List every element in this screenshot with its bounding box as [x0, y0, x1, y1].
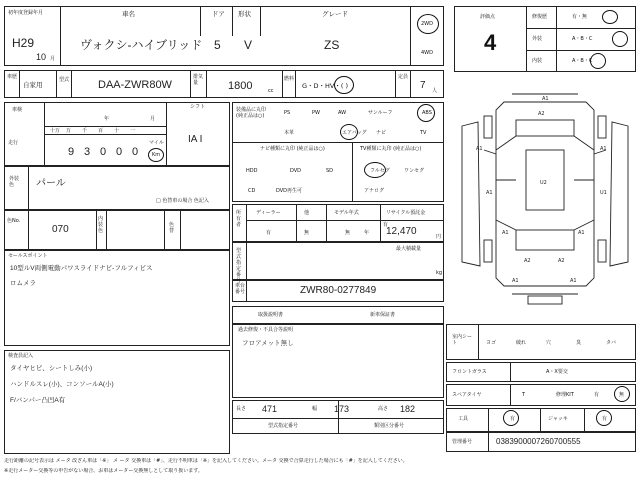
seat-opt: 破れ: [516, 340, 527, 346]
color-change-label: 色替: [169, 222, 175, 234]
digit-header: 万: [66, 128, 72, 134]
cap-label: 定員: [398, 74, 409, 80]
vin-label: 車台番号: [235, 283, 246, 295]
jack-circle: [596, 410, 612, 426]
inspector-label: 検査員記入: [8, 353, 34, 359]
tv-item-analog: アナログ: [364, 188, 385, 194]
cc-label: 排気量: [193, 74, 204, 86]
diag-label-a2-rear1: A2: [524, 258, 531, 264]
shift-value: IA I: [188, 134, 203, 145]
reg-month-unit: 月: [50, 56, 56, 62]
model-value: DAA-ZWR80W: [98, 79, 172, 91]
weight-unit: kg: [436, 270, 443, 276]
cap-value: 7: [420, 80, 426, 91]
equip-item: 本革: [284, 130, 295, 136]
digit-header: 十: [114, 128, 120, 134]
width-label: 幅: [312, 406, 318, 412]
diag-label-a1-left: A1: [476, 146, 483, 152]
equip-item: PS: [284, 110, 291, 116]
digit-value: 3: [84, 146, 91, 158]
equip-item: TV: [420, 130, 427, 136]
equipment-sublabel: (純正品は○): [236, 113, 265, 119]
fourwd-label: 4WD: [421, 50, 433, 56]
glass-label: フロントガラス: [452, 369, 487, 375]
dealer-label: ディーラー: [256, 210, 281, 216]
exterior-circle: [612, 31, 628, 47]
inspector-line1: タイヤヒビ、シートしみ(小): [10, 365, 93, 372]
seat-opt: ヨゴ: [486, 340, 497, 346]
diag-label-u2: U2: [540, 180, 547, 186]
hv-circle: [334, 76, 354, 94]
recycle-val: 12,470: [386, 226, 417, 237]
width-value: 173: [334, 404, 350, 414]
dealer-have: 有: [266, 230, 272, 236]
manage-val: 0383900007260700555: [496, 437, 581, 446]
score-row-opts: 有・無: [572, 14, 588, 20]
color-label: 外装色: [9, 176, 20, 188]
diag-label-a2-roof: A2: [538, 111, 545, 117]
score-value: 4: [484, 30, 497, 55]
footer-line1: 走行距離の記号表示は メータ 改ざん車は「※」 メ ータ 交換車は「#」、走行不明車は「※」を記入してください。メータ 交換で合算走行した場合にも「#」を記入してください。: [4, 458, 408, 464]
seat-opt: タバ: [606, 340, 616, 346]
repair-circle: [602, 10, 618, 24]
score-row-label: 内装: [532, 58, 543, 64]
km-label: Km: [152, 152, 161, 158]
model-label: 型式: [59, 77, 70, 83]
shape-label: 形状: [238, 10, 251, 18]
equip-item: ナビ: [376, 130, 387, 136]
digit-header: 十万: [50, 128, 61, 134]
diag-label-u1: U1: [600, 190, 607, 196]
sales-line1: 10型ルV両側電動パワスライドナビ-フルフィビス: [10, 265, 153, 272]
equip-item: サンルーフ: [368, 110, 393, 116]
navi-item-sd: SD: [326, 168, 334, 174]
fuel-label: 燃料: [284, 76, 295, 82]
diag-label-a1-door: A1: [486, 190, 493, 196]
vin-value: ZWR80-0277849: [300, 285, 377, 296]
shift-label: シフト: [190, 104, 206, 110]
manual-label2: 新車保証書: [370, 312, 396, 318]
navi-item-dvd: DVD: [290, 168, 302, 174]
notes-frame: [232, 324, 444, 398]
navi-item-dvdplay: DVD再生可: [276, 188, 303, 194]
navi-label: ナビ種類に丸印 (純正品は○): [260, 146, 325, 152]
jack-label: ジャッキ: [548, 416, 568, 422]
inspection-month-unit: 月: [150, 116, 156, 122]
owner-label: 所有者: [236, 210, 242, 228]
spare-opt-have: 有: [594, 392, 600, 398]
model-spec-label: 型式指定番号: [236, 248, 242, 284]
navi-item-hdd: HDD: [246, 168, 258, 174]
use-value: 自家用: [23, 81, 43, 89]
inspector-line3: F/バンパー凸凹A有: [10, 397, 66, 404]
model-year-val: 年: [364, 230, 370, 236]
color-change-note: □ 色替車の場合 色記入: [156, 198, 209, 204]
sales-line2: ロムメラ: [10, 280, 36, 287]
spare-opt-t: T: [522, 392, 526, 398]
seat-opt: 穴: [546, 340, 552, 346]
grade-label: グレード: [322, 10, 348, 18]
recycle-have: 有: [383, 222, 389, 228]
diag-label-a1-top: A1: [542, 96, 549, 102]
spare-none-circle: [614, 386, 630, 402]
diag-label-a1-rr: A1: [578, 230, 585, 236]
sales-label: セールスポイント: [8, 253, 48, 259]
grade-value: ZS: [324, 38, 340, 52]
diag-label-a2-rear2: A2: [558, 258, 565, 264]
notes-value: フロアメット無し: [242, 340, 294, 347]
car-diagram: [454, 80, 636, 320]
tv-item-one: ワンセグ: [404, 168, 425, 174]
digit-value: 9: [68, 146, 75, 158]
recycle-label: リサイクル預託金: [386, 210, 426, 216]
tv-item-full: フルセグ: [370, 168, 390, 174]
name-value: ヴォクシ-ハイブリッド: [80, 38, 203, 52]
score-row-label: 外装: [532, 36, 543, 42]
glass-opts: A・X要交: [546, 369, 568, 375]
reg-year-value: H29: [12, 36, 35, 50]
recycle-unit: 円: [436, 234, 442, 240]
manage-label: 管理番号: [452, 439, 473, 445]
inspector-line2: ハンドルスレ(小)、コンソールA(小): [10, 381, 114, 388]
spare-opt-none: 無: [619, 392, 625, 398]
colorno-label: 色No.: [7, 218, 21, 224]
digit-value: 0: [116, 146, 123, 158]
tool-val: 有: [510, 416, 516, 422]
cc-unit: cc: [268, 88, 274, 94]
twowd-label: 2WD: [421, 21, 433, 27]
digit-header: 千: [82, 128, 88, 134]
interior-circle: [590, 53, 606, 69]
digit-value: 0: [132, 146, 139, 158]
model-year-label: モデル年式: [334, 210, 359, 216]
colorno-value: 070: [52, 224, 69, 235]
shape-value: V: [244, 38, 253, 52]
tool-label: 工具: [458, 416, 469, 422]
notes-label: 過去修復・不具合等説明: [238, 327, 294, 333]
diag-label-a1-rb2: A1: [570, 278, 577, 284]
recycle-none: 無: [345, 230, 351, 236]
inspection-label: 車検: [12, 107, 23, 113]
seat-label: 室内シート: [452, 334, 473, 346]
tool-circle: [503, 410, 519, 426]
seat-opt: 臭: [576, 340, 582, 346]
diag-label-a1-right: A1: [600, 146, 607, 152]
length-value: 471: [262, 404, 278, 414]
reg-year-label: 初年度登録年月: [8, 10, 44, 16]
dealer-sub: 他: [304, 210, 310, 216]
abs-circle: [417, 104, 435, 122]
digit-header: 一: [130, 128, 136, 134]
airbag-circle: [340, 124, 358, 140]
score-label: 評価点: [480, 14, 496, 20]
equip-item: PW: [312, 110, 320, 116]
height-value: 182: [400, 404, 416, 414]
interior-color-label: 内装色: [98, 216, 104, 234]
name-label: 車名: [122, 10, 135, 18]
equip-item: AW: [338, 110, 347, 116]
inspection-year-unit: 年: [104, 116, 110, 122]
color-value: パール: [36, 178, 66, 189]
use-label: 車歴: [7, 74, 18, 80]
class-label: 類別区分番号: [374, 423, 405, 429]
run-label: 走行: [8, 140, 19, 146]
door-value: 5: [214, 38, 221, 52]
weight-label: 最大積載量: [396, 246, 422, 252]
type-spec-label: 型式指定番号: [268, 423, 299, 429]
cap-unit: 人: [432, 88, 438, 94]
reg-month-value: 10: [36, 52, 47, 62]
tv-label: TV種類に丸印 (純正品は○): [360, 146, 422, 152]
jack-val: 有: [602, 416, 608, 422]
height-label: 高さ: [378, 406, 389, 412]
score-row-opts: A・B・C: [572, 36, 593, 42]
mile-label: マイル: [149, 140, 164, 146]
equipment-label: 装備品に丸印: [236, 107, 267, 113]
diag-label-a1-rl: A1: [502, 230, 509, 236]
colorno-frame: [4, 210, 230, 250]
fuel-value: G・D・HV・( ): [302, 82, 349, 90]
navi-item-cd: CD: [248, 188, 256, 194]
dealer-val: 無: [304, 230, 310, 236]
score-row-label: 修復歴: [532, 14, 548, 20]
digit-header: 百: [98, 128, 104, 134]
spare-opt-kit: 修理KIT: [556, 392, 574, 398]
row2-frame: [4, 70, 444, 98]
digit-value: 0: [100, 146, 107, 158]
score-row-opts: A・B・C: [572, 58, 593, 64]
footer-line2: ※走行メーター交換等の申告がない場合、お車はメーター交換無しとして取り扱います。: [4, 468, 203, 474]
diag-label-a1-rb1: A1: [512, 278, 519, 284]
cc-value: 1800: [228, 80, 253, 92]
spare-label: スペアタイヤ: [452, 392, 482, 398]
equip-item: エアバッグ: [342, 130, 367, 136]
fullseg-circle: [364, 162, 386, 178]
manual-label1: 取扱説明書: [258, 312, 284, 318]
door-label: ドア: [212, 10, 225, 18]
equip-item: ABS: [422, 110, 432, 116]
length-label: 長さ: [236, 406, 247, 412]
